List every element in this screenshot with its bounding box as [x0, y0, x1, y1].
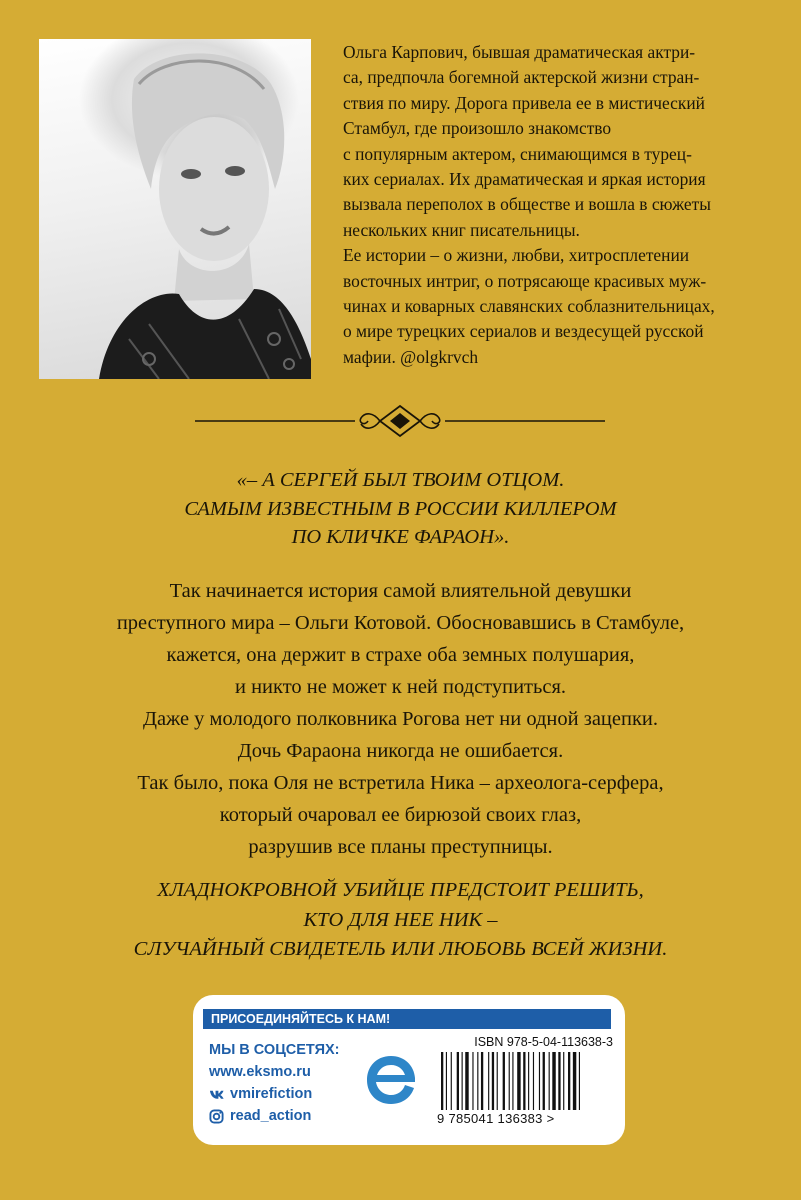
bio-line: нескольких книг писательницы.	[343, 219, 580, 240]
barcode-bar	[512, 1052, 513, 1110]
quote-line: «– А СЕРГЕЙ БЫЛ ТВОИМ ОТЦОМ.	[236, 469, 565, 491]
barcode-bar	[523, 1052, 525, 1110]
barcode-bar	[568, 1052, 570, 1110]
quote-line: САМЫМ ИЗВЕСТНЫМ В РОССИИ КИЛЛЕРОМ	[184, 497, 617, 520]
instagram-icon	[209, 1109, 224, 1124]
barcode-bar	[477, 1052, 478, 1110]
bio-line: восточных интриг, о потрясающе красивых муж-	[343, 270, 707, 291]
barcode-bar	[451, 1052, 452, 1110]
vk-handle: vmirefiction	[230, 1086, 313, 1102]
vk-icon	[209, 1087, 224, 1102]
synopsis-line: который очаровал ее бирюзой своих глаз,	[219, 804, 582, 826]
author-photo	[39, 39, 311, 379]
author-portrait-illustration	[39, 39, 311, 379]
barcode-bar	[563, 1052, 564, 1110]
bio-line: вызвала переполох в обществе и вошла в сюжеты	[343, 194, 711, 215]
barcode-bar	[539, 1052, 540, 1110]
bio-line: с популярным актером, снимающимся в турец-	[343, 143, 692, 164]
bio-line: Стамбул, где произошло знакомство	[343, 118, 612, 139]
barcode-bar	[446, 1052, 447, 1110]
publisher-promo-box	[193, 995, 625, 1145]
barcode-bar	[543, 1052, 545, 1110]
synopsis-line: Так начинается история самой влиятельной девушки	[169, 580, 632, 602]
promo-header: ПРИСОЕДИНЯЙТЕСЬ К НАМ!	[203, 1009, 611, 1029]
ornamental-divider	[195, 404, 605, 438]
barcode-bar	[497, 1052, 498, 1110]
barcode-bar	[488, 1052, 489, 1110]
barcode	[437, 1052, 613, 1110]
tagline-line: КТО ДЛЯ НЕЕ НИК –	[303, 908, 498, 931]
barcode-bar	[558, 1052, 560, 1110]
synopsis-line: разрушив все планы преступницы.	[248, 836, 553, 858]
barcode-bar	[457, 1052, 459, 1110]
barcode-bar	[465, 1052, 468, 1110]
bio-line: мафии. @olgkrvch	[343, 346, 479, 367]
barcode-bar	[481, 1052, 483, 1110]
barcode-bar	[472, 1052, 473, 1110]
synopsis-line: Даже у молодого полковника Рогова нет ни одной зацепки.	[142, 708, 659, 730]
barcode-bar	[492, 1052, 494, 1110]
social-links	[209, 1039, 340, 1127]
tagline-line: ХЛАДНОКРОВНОЙ УБИЙЦЕ ПРЕДСТОИТ РЕШИТЬ,	[157, 879, 644, 901]
synopsis-line: кажется, она держит в страхе оба земных полушария,	[166, 644, 635, 666]
bio-line: о мире турецких сериалов и вездесущей русской	[343, 321, 704, 342]
tagline-line: СЛУЧАЙНЫЙ СВИДЕТЕЛЬ ИЛИ ЛЮБОВЬ ВСЕЙ ЖИЗНИ.	[133, 938, 668, 960]
eksmo-logo	[363, 1052, 419, 1108]
bio-line: чинах и коварных славянских соблазнительницах,	[343, 296, 715, 317]
barcode-bar	[509, 1052, 510, 1110]
author-bio	[343, 40, 773, 370]
book-synopsis	[0, 575, 801, 863]
bio-line: са, предпочла богемной актерской жизни стран-	[343, 67, 700, 88]
barcode-bar	[579, 1052, 580, 1110]
bio-line: Ее истории – о жизни, любви, хитросплетении	[343, 245, 690, 266]
website-link[interactable]: www.eksmo.ru	[209, 1064, 311, 1080]
vk-link[interactable]	[209, 1083, 340, 1105]
instagram-link[interactable]	[209, 1105, 340, 1127]
barcode-bar	[552, 1052, 555, 1110]
barcode-bar	[441, 1052, 443, 1110]
synopsis-line: и никто не может к ней подступиться.	[234, 676, 567, 698]
barcode-bar	[528, 1052, 529, 1110]
synopsis-line: преступного мира – Ольги Котовой. Обосновавшись в Стамбуле,	[116, 612, 685, 634]
barcode-bar	[549, 1052, 550, 1110]
barcode-bar	[573, 1052, 576, 1110]
barcode-bar	[517, 1052, 520, 1110]
quote-line: ПО КЛИЧКЕ ФАРАОН».	[291, 526, 510, 548]
isbn-block	[437, 1035, 613, 1126]
barcode-bar	[503, 1052, 505, 1110]
book-quote	[0, 466, 801, 552]
social-title: МЫ В СОЦСЕТЯХ:	[209, 1042, 340, 1058]
bio-line: ствия по миру. Дорога привела ее в мистический	[343, 92, 705, 113]
isbn-number: ISBN 978-5-04-113638-3	[474, 1035, 613, 1049]
closing-tagline	[0, 876, 801, 965]
bio-line: ких сериалах. Их драматическая и яркая история	[343, 169, 706, 190]
barcode-bar	[462, 1052, 463, 1110]
synopsis-line: Дочь Фараона никогда не ошибается.	[237, 740, 564, 762]
synopsis-line: Так было, пока Оля не встретила Ника – археолога-серфера,	[137, 772, 664, 794]
instagram-handle: read_action	[230, 1108, 312, 1124]
bio-line: Ольга Карпович, бывшая драматическая актри-	[343, 42, 696, 62]
barcode-digits: 9 785041 136383 >	[437, 1111, 555, 1126]
barcode-bar	[533, 1052, 534, 1110]
